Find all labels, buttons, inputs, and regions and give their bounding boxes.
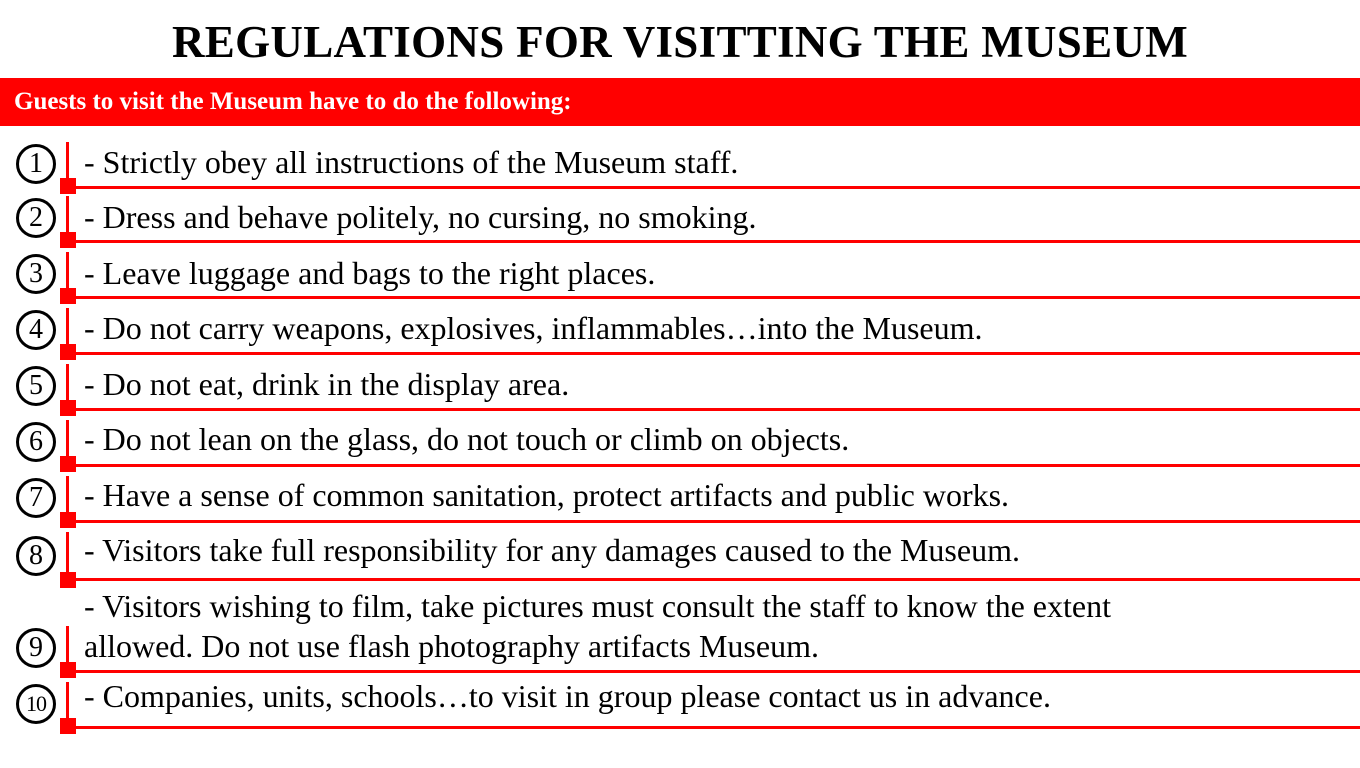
page-title: REGULATIONS FOR VISITTING THE MUSEUM bbox=[171, 17, 1188, 67]
rule-text: - Have a sense of common sanitation, protect artifacts and public works. bbox=[84, 477, 1010, 513]
rule-text: - Dress and behave politely, no cursing, no smoking. bbox=[84, 199, 757, 235]
rule-text: - Strictly obey all instructions of the Museum staff. bbox=[84, 144, 739, 180]
rule-text: - Do not carry weapons, explosives, inflammables…into the Museum. bbox=[84, 310, 983, 346]
divider-line bbox=[68, 408, 1360, 411]
circled-number-6: 6 bbox=[16, 422, 56, 462]
divider-line bbox=[68, 464, 1360, 467]
rule-text: - Do not lean on the glass, do not touch or climb on objects. bbox=[84, 421, 850, 457]
banner-text: Guests to visit the Museum have to do the following: bbox=[14, 88, 572, 115]
divider-line bbox=[68, 578, 1360, 581]
circled-number-1: 1 bbox=[16, 144, 56, 184]
rule-text-line-2: allowed. Do not use flash photography artifacts Museum. bbox=[84, 628, 819, 664]
rule-text: - Leave luggage and bags to the right places. bbox=[84, 255, 656, 291]
divider-line bbox=[68, 670, 1360, 673]
circled-number-2: 2 bbox=[16, 198, 56, 238]
divider-line bbox=[68, 726, 1360, 729]
circled-number-4: 4 bbox=[16, 310, 56, 350]
circled-number-7: 7 bbox=[16, 478, 56, 518]
intro-banner bbox=[0, 78, 1360, 126]
rule-text: - Do not eat, drink in the display area. bbox=[84, 366, 570, 402]
rule-text: - Visitors take full responsibility for any damages caused to the Museum. bbox=[84, 532, 1020, 568]
circled-number-8: 8 bbox=[16, 536, 56, 576]
divider-line bbox=[68, 240, 1360, 243]
circled-number-5: 5 bbox=[16, 366, 56, 406]
divider-line bbox=[68, 352, 1360, 355]
rule-text-line-1: - Visitors wishing to film, take pictures must consult the staff to know the extent bbox=[84, 588, 1111, 624]
circled-number-3: 3 bbox=[16, 254, 56, 294]
divider-line bbox=[68, 296, 1360, 299]
divider-line bbox=[68, 186, 1360, 189]
rule-text: - Companies, units, schools…to visit in group please contact us in advance. bbox=[84, 678, 1051, 714]
circled-number-10: 10 bbox=[16, 684, 56, 724]
divider-line bbox=[68, 520, 1360, 523]
circled-number-9: 9 bbox=[16, 628, 56, 668]
